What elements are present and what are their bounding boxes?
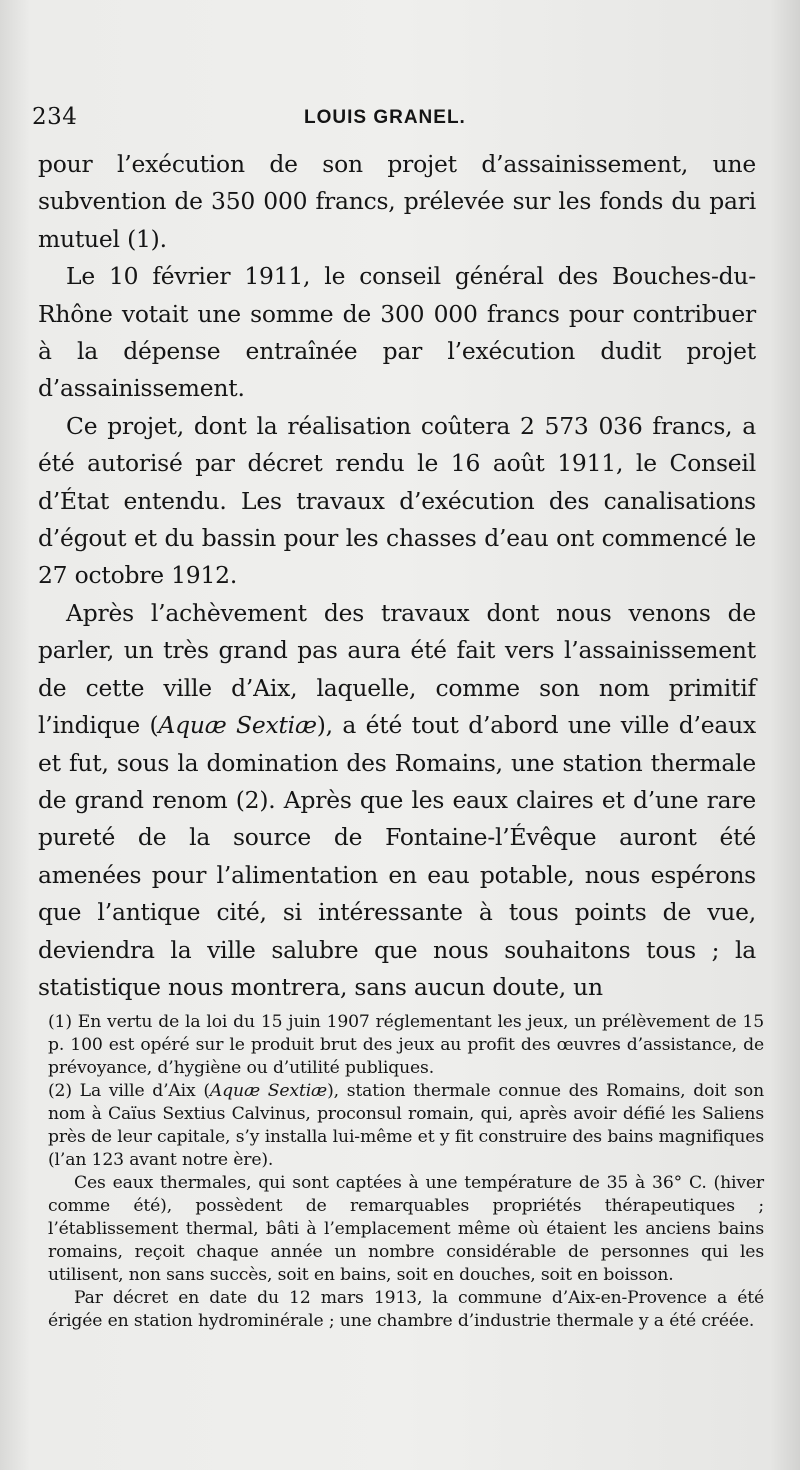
footnotes [48,1011,764,1333]
page-header [32,104,772,138]
body-paragraph: Après l’achèvement des travaux dont nous venons de parler, un très grand pas aura été fait vers l’assainissement de cette ville d’Aix, laquelle, comme son nom primitif l’indique (Aquæ Sextiæ), a été tout d’abord une ville d’eaux et fut, sous la domination des Romains, une station thermale de grand renom (2). Après que les eaux claires et d’une rare pureté de la source de Fontaine-l’Évêque auront été amenées pour l’alimentation en eau potable, nous espérons que l’antique cité, si intéressante à tous points de vue, deviendra la ville salubre que nous souhaitons tous ; la statistique nous montrera, sans aucun doute, un [38,598,756,1001]
footnote: (1) En vertu de la loi du 15 juin 1907 réglementant les jeux, un prélèvement de 15 p. 100 est opéré sur le produit brut des jeux au profit des œuvres d’assistance, de prévoyance, d’hygiène ou d’utilité publiques. [48,1012,764,1078]
page-number: 234 [32,104,78,130]
body-paragraph: pour l’exécution de son projet d’assainissement, une subvention de 350 000 francs, prélevée sur les fonds du pari mutuel (1). [38,150,756,253]
main-text [38,146,756,1006]
running-head: LOUIS GRANEL. [304,107,466,128]
footnote: (2) La ville d’Aix (Aquæ Sextiæ), station thermale connue des Romains, doit son nom à Caïus Sextius Calvinus, proconsul romain, qui, après avoir défié les Saliens près de leur capitale, s’y installa lui-même et y fit construire des bains magnifiques (l’an 123 avant notre ère). [48,1081,765,1170]
body-paragraph: Le 10 février 1911, le conseil général des Bouches-du-Rhône votait une somme de 300 000 francs pour contribuer à la dépense entraînée par l’exécution dudit projet d’assainissement. [38,262,756,403]
footnote: Par décret en date du 12 mars 1913, la commune d’Aix-en-Provence a été érigée en station hydrominérale ; une chambre d’industrie thermale y a été créée. [48,1288,764,1331]
body-paragraph: Ce projet, dont la réalisation coûtera 2 573 036 francs, a été autorisé par décret rendu le 16 août 1911, le Conseil d’État entendu. Les travaux d’exécution des canalisations d’égout et du bassin pour les chasses d’eau ont commencé le 27 octobre 1912. [38,411,756,590]
footnote: Ces eaux thermales, qui sont captées à une température de 35 à 36° C. (hiver comme été), possèdent de remarquables propriétés thérapeutiques ; l’établissement thermal, bâti à l’emplacement même où étaient les anciens bains romains, reçoit chaque année un nombre considérable de personnes qui les utilisent, non sans succès, soit en bains, soit en douches, soit en boisson. [48,1173,764,1285]
